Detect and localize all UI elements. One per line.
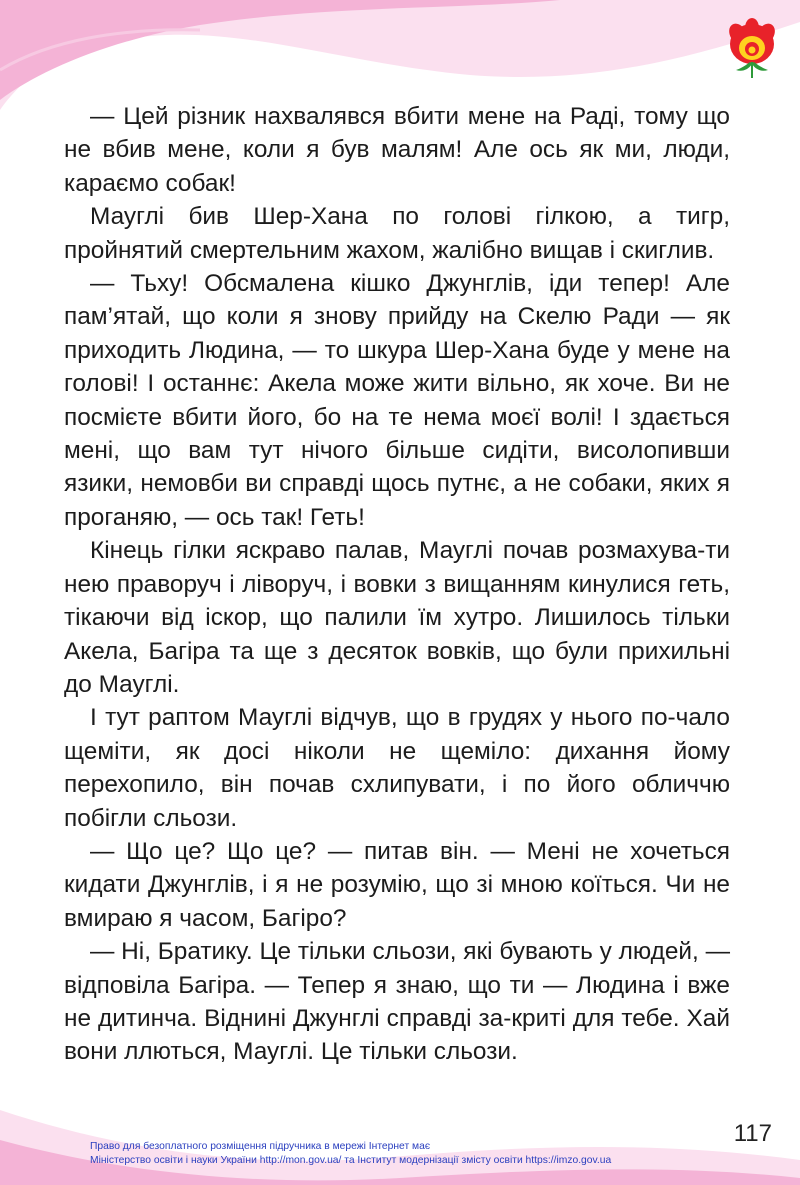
footer-line-1: Право для безоплатного розміщення підручника в мережі Інтернет має <box>90 1141 431 1152</box>
paragraph: — Тьху! Обсмалена кішко Джунглів, іди тепер! Але пам’ятай, що коли я знову прийду на Скелю Ради — як приходить Людина, — то шкура Шер-Хана буде у мене на голові! І останнє: Акела може жити вільно, як хоче. Ви не посмієте вбити його, бо на те нема моєї волі! І здається мені, що вам тут нічого більше сидіти, висолопивши язики, немовби ви справді щось путнє, а не собаки, яких я проганяю, — ось так! Геть! <box>64 270 730 531</box>
footer-line-2: Міністерство освіти і науки України http://mon.gov.ua/ та Інститут модернізації змісту освіти https://imzo.gov.ua <box>90 1154 612 1166</box>
paragraph: Кінець гілки яскраво палав, Мауглі почав розмахува-ти нею праворуч і ліворуч, і вовки з вищанням кинулися геть, тікаючи від іскор, що палили їм хутро. Лишилось тільки Акела, Багіра та ще з десяток вовків, що були прихильні до Мауглі. <box>64 537 730 698</box>
paragraph: — Що це? Що це? — питав він. — Мені не хочеться кидати Джунглів, і я не розумію, що зі мною коїться. Чи не вмираю я часом, Багіро? <box>64 837 730 932</box>
paragraph: — Цей різник нахвалявся вбити мене на Раді, тому що не вбив мене, коли я був малям! Але ось як ми, люди, караємо собак! <box>64 103 730 197</box>
story-text <box>64 100 730 1069</box>
paragraph: І тут раптом Мауглі відчув, що в грудях у нього по-чало щеміти, як досі ніколи не щеміло: дихання йому перехопило, він почав схлипувати, і по його обличчю побігли сльози. <box>64 704 730 832</box>
page-number: 117 <box>733 1120 772 1147</box>
copyright-footer <box>90 1140 750 1167</box>
flower-ornament-icon <box>724 18 780 82</box>
paragraph: Мауглі бив Шер-Хана по голові гілкою, а тигр, пройнятий смертельним жахом, жалібно вищав і скиглив. <box>64 203 730 264</box>
paragraph: — Ні, Братику. Це тільки сльози, які бувають у людей, — відповіла Багіра. — Тепер я знаю, що ти — Людина і вже не дитинча. Віднині Джунглі справді за-криті для тебе. Хай вони ллються, Мауглі. Це тільки сльози. <box>64 938 730 1066</box>
